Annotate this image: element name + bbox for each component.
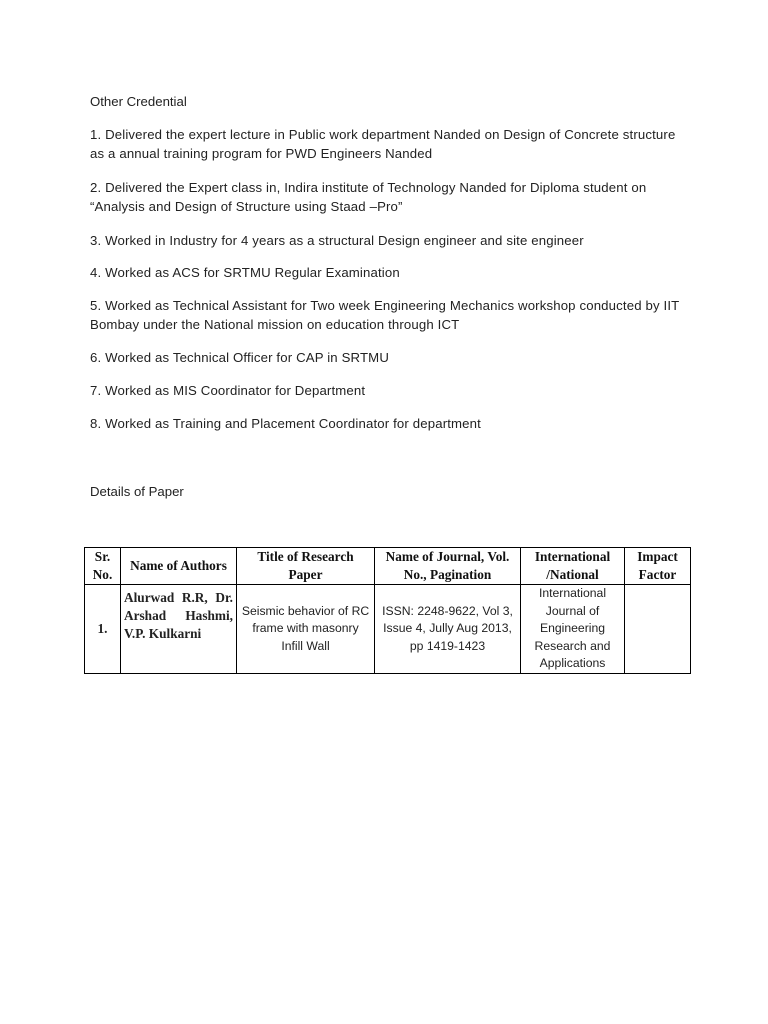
header-title: Title of Research Paper [237, 548, 375, 585]
credential-item-3: 3. Worked in Industry for 4 years as a structural Design engineer and site engineer [90, 233, 584, 248]
header-journal: Name of Journal, Vol. No., Pagination [375, 548, 521, 585]
table-row [85, 585, 691, 674]
credential-item-2: 2. Delivered the Expert class in, Indira institute of Technology Nanded for Diploma student on “Analysis and Design of Structure using Staad –Pro” [90, 180, 647, 214]
credential-item-4: 4. Worked as ACS for SRTMU Regular Examination [90, 265, 400, 280]
credential-item-1: 1. Delivered the expert lecture in Public work department Nanded on Design of Concrete structure as a annual training program for PWD Engineers Nanded [90, 127, 676, 161]
credentials-heading: Other Credential [90, 94, 187, 109]
header-sr-no: Sr. No. [85, 548, 121, 585]
header-impact-factor: Impact Factor [625, 548, 691, 585]
cell-impact-factor [625, 585, 691, 674]
credential-item-5: 5. Worked as Technical Assistant for Two week Engineering Mechanics workshop conducted by IIT Bombay under the National mission on education through ICT [90, 298, 680, 332]
table-header-row [85, 548, 691, 585]
credential-item-8: 8. Worked as Training and Placement Coordinator for department [90, 416, 481, 431]
credential-item-7: 7. Worked as MIS Coordinator for Department [90, 383, 366, 398]
header-authors: Name of Authors [121, 548, 237, 585]
credential-item-6: 6. Worked as Technical Officer for CAP in SRTMU [90, 350, 389, 365]
cell-sr-no: 1. [85, 585, 121, 674]
cell-journal: ISSN: 2248-9622, Vol 3, Issue 4, Jully Aug 2013, pp 1419-1423 [375, 585, 521, 674]
papers-heading: Details of Paper [90, 484, 184, 499]
cell-authors: Alurwad R.R, Dr. Arshad Hashmi, V.P. Kulkarni [121, 585, 237, 674]
header-scope: International /National [521, 548, 625, 585]
cell-title: Seismic behavior of RC frame with masonry Infill Wall [237, 585, 375, 674]
papers-table [84, 547, 691, 674]
cell-scope: International Journal of Engineering Research and Applications [521, 585, 625, 674]
